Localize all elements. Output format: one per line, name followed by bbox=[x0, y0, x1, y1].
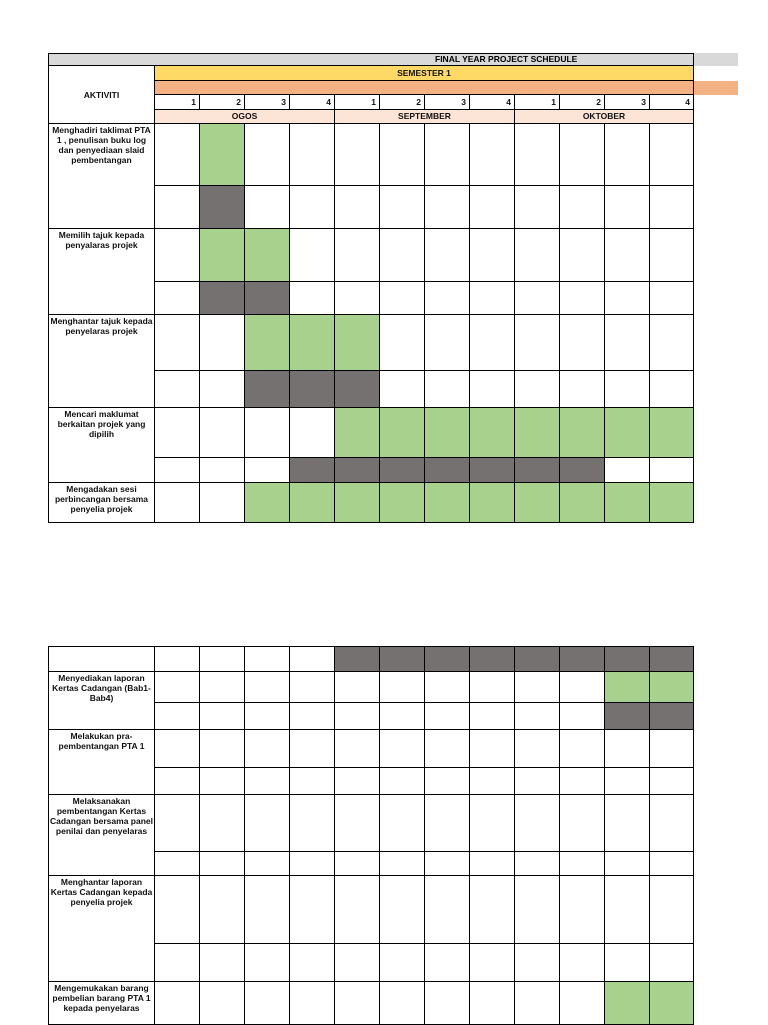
activity-row bbox=[48, 458, 694, 483]
empty-week-cell bbox=[470, 768, 515, 795]
activity-label-cell: Menyediakan laporan Kertas Cadangan (Bab1-Bab4) bbox=[48, 672, 155, 703]
empty-week-cell bbox=[515, 229, 560, 282]
actual-week-cell bbox=[470, 647, 515, 672]
month-row bbox=[155, 110, 694, 124]
empty-week-cell bbox=[425, 282, 470, 315]
schedule-title: FINAL YEAR PROJECT SCHEDULE bbox=[435, 54, 578, 64]
activity-row bbox=[48, 124, 694, 186]
empty-week-cell bbox=[155, 458, 200, 483]
activity-label-cell bbox=[48, 768, 155, 795]
actual-week-cell bbox=[515, 647, 560, 672]
empty-week-cell bbox=[200, 371, 245, 408]
empty-week-cell bbox=[155, 795, 200, 852]
empty-week-cell bbox=[470, 186, 515, 229]
planned-week-cell bbox=[245, 483, 290, 523]
empty-week-cell bbox=[155, 672, 200, 703]
empty-week-cell bbox=[155, 852, 200, 876]
activity-row bbox=[48, 768, 694, 795]
week-number: 3 bbox=[605, 95, 650, 110]
empty-week-cell bbox=[290, 408, 335, 458]
empty-week-cell bbox=[245, 672, 290, 703]
schedule-title-bar bbox=[48, 53, 694, 66]
empty-week-cell bbox=[650, 282, 694, 315]
planned-week-cell bbox=[245, 229, 290, 282]
empty-week-cell bbox=[335, 672, 380, 703]
empty-week-cell bbox=[155, 408, 200, 458]
planned-week-cell bbox=[650, 982, 694, 1025]
month-label: SEPTEMBER bbox=[335, 110, 515, 124]
empty-week-cell bbox=[335, 229, 380, 282]
activity-row bbox=[48, 730, 694, 768]
empty-week-cell bbox=[380, 876, 425, 944]
activity-label: AKTIVITI bbox=[83, 89, 120, 100]
empty-week-cell bbox=[380, 229, 425, 282]
empty-week-cell bbox=[290, 876, 335, 944]
activity-label-cell: Melaksanakan pembentangan Kertas Cadangan bersama panel penilai dan penyelaras bbox=[48, 795, 155, 852]
empty-week-cell bbox=[380, 672, 425, 703]
empty-week-cell bbox=[425, 768, 470, 795]
week-number: 1 bbox=[515, 95, 560, 110]
empty-week-cell bbox=[425, 795, 470, 852]
empty-week-cell bbox=[290, 229, 335, 282]
empty-week-cell bbox=[245, 408, 290, 458]
empty-week-cell bbox=[560, 944, 605, 982]
empty-week-cell bbox=[470, 282, 515, 315]
actual-week-cell bbox=[380, 458, 425, 483]
empty-week-cell bbox=[470, 672, 515, 703]
empty-week-cell bbox=[560, 124, 605, 186]
activity-label-cell bbox=[48, 458, 155, 483]
empty-week-cell bbox=[290, 124, 335, 186]
empty-week-cell bbox=[155, 647, 200, 672]
empty-week-cell bbox=[380, 315, 425, 371]
empty-week-cell bbox=[200, 944, 245, 982]
semester-header: SEMESTER 1 bbox=[155, 66, 694, 81]
empty-week-cell bbox=[650, 186, 694, 229]
activity-label-cell: Mengadakan sesi perbincangan bersama penyelia projek bbox=[48, 483, 155, 523]
empty-week-cell bbox=[335, 730, 380, 768]
planned-week-cell bbox=[470, 408, 515, 458]
activity-row bbox=[48, 371, 694, 408]
empty-week-cell bbox=[335, 852, 380, 876]
empty-week-cell bbox=[425, 371, 470, 408]
empty-week-cell bbox=[380, 282, 425, 315]
empty-week-cell bbox=[470, 795, 515, 852]
empty-week-cell bbox=[245, 458, 290, 483]
empty-week-cell bbox=[380, 371, 425, 408]
empty-week-cell bbox=[155, 282, 200, 315]
empty-week-cell bbox=[560, 186, 605, 229]
empty-week-cell bbox=[650, 458, 694, 483]
empty-week-cell bbox=[515, 282, 560, 315]
activity-row bbox=[48, 876, 694, 944]
actual-week-cell bbox=[425, 458, 470, 483]
empty-week-cell bbox=[425, 124, 470, 186]
empty-week-cell bbox=[290, 703, 335, 730]
empty-week-cell bbox=[515, 768, 560, 795]
empty-week-cell bbox=[515, 315, 560, 371]
planned-week-cell bbox=[380, 483, 425, 523]
planned-week-cell bbox=[470, 483, 515, 523]
planned-week-cell bbox=[200, 229, 245, 282]
empty-week-cell bbox=[470, 229, 515, 282]
empty-week-cell bbox=[425, 982, 470, 1025]
activity-row bbox=[48, 408, 694, 458]
empty-week-cell bbox=[650, 730, 694, 768]
empty-week-cell bbox=[200, 483, 245, 523]
empty-week-cell bbox=[245, 852, 290, 876]
schedule-table-1 bbox=[48, 124, 694, 523]
empty-week-cell bbox=[380, 944, 425, 982]
empty-week-cell bbox=[155, 315, 200, 371]
empty-week-cell bbox=[560, 282, 605, 315]
empty-week-cell bbox=[605, 730, 650, 768]
empty-week-cell bbox=[605, 795, 650, 852]
planned-week-cell bbox=[335, 483, 380, 523]
activity-row bbox=[48, 315, 694, 371]
empty-week-cell bbox=[515, 876, 560, 944]
activity-label-cell bbox=[48, 282, 155, 315]
empty-week-cell bbox=[650, 315, 694, 371]
week-number: 2 bbox=[200, 95, 245, 110]
actual-week-cell bbox=[290, 371, 335, 408]
empty-week-cell bbox=[515, 852, 560, 876]
orange-band bbox=[155, 81, 694, 95]
planned-week-cell bbox=[290, 315, 335, 371]
empty-week-cell bbox=[515, 982, 560, 1025]
empty-week-cell bbox=[335, 876, 380, 944]
actual-week-cell bbox=[200, 282, 245, 315]
empty-week-cell bbox=[380, 124, 425, 186]
empty-week-cell bbox=[335, 944, 380, 982]
actual-week-cell bbox=[200, 186, 245, 229]
empty-week-cell bbox=[155, 944, 200, 982]
empty-week-cell bbox=[380, 730, 425, 768]
activity-row bbox=[48, 795, 694, 852]
week-number: 4 bbox=[650, 95, 694, 110]
empty-week-cell bbox=[605, 768, 650, 795]
empty-week-cell bbox=[200, 458, 245, 483]
empty-week-cell bbox=[605, 852, 650, 876]
empty-week-cell bbox=[560, 852, 605, 876]
planned-week-cell bbox=[605, 408, 650, 458]
empty-week-cell bbox=[560, 315, 605, 371]
empty-week-cell bbox=[605, 282, 650, 315]
week-number: 1 bbox=[335, 95, 380, 110]
empty-week-cell bbox=[155, 371, 200, 408]
activity-label-cell: Melakukan pra-pembentangan PTA 1 bbox=[48, 730, 155, 768]
title-bar-extension bbox=[694, 53, 738, 66]
empty-week-cell bbox=[650, 876, 694, 944]
empty-week-cell bbox=[560, 876, 605, 944]
empty-week-cell bbox=[650, 229, 694, 282]
empty-week-cell bbox=[425, 730, 470, 768]
empty-week-cell bbox=[200, 982, 245, 1025]
empty-week-cell bbox=[290, 768, 335, 795]
empty-week-cell bbox=[155, 730, 200, 768]
planned-week-cell bbox=[245, 315, 290, 371]
actual-week-cell bbox=[650, 647, 694, 672]
empty-week-cell bbox=[515, 795, 560, 852]
planned-week-cell bbox=[335, 408, 380, 458]
empty-week-cell bbox=[605, 315, 650, 371]
empty-week-cell bbox=[515, 186, 560, 229]
empty-week-cell bbox=[245, 186, 290, 229]
actual-week-cell bbox=[515, 458, 560, 483]
empty-week-cell bbox=[560, 730, 605, 768]
empty-week-cell bbox=[605, 876, 650, 944]
actual-week-cell bbox=[245, 282, 290, 315]
planned-week-cell bbox=[605, 483, 650, 523]
empty-week-cell bbox=[290, 730, 335, 768]
actual-week-cell bbox=[605, 703, 650, 730]
week-number: 3 bbox=[245, 95, 290, 110]
activity-row bbox=[48, 703, 694, 730]
empty-week-cell bbox=[560, 672, 605, 703]
empty-week-cell bbox=[200, 703, 245, 730]
empty-week-cell bbox=[470, 371, 515, 408]
empty-week-cell bbox=[425, 672, 470, 703]
actual-week-cell bbox=[650, 703, 694, 730]
empty-week-cell bbox=[155, 186, 200, 229]
empty-week-cell bbox=[335, 795, 380, 852]
empty-week-cell bbox=[155, 703, 200, 730]
actual-week-cell bbox=[425, 647, 470, 672]
planned-week-cell bbox=[515, 483, 560, 523]
empty-week-cell bbox=[605, 458, 650, 483]
month-label: OGOS bbox=[155, 110, 335, 124]
empty-week-cell bbox=[515, 730, 560, 768]
planned-week-cell bbox=[650, 408, 694, 458]
planned-week-cell bbox=[335, 315, 380, 371]
planned-week-cell bbox=[560, 408, 605, 458]
activity-row bbox=[48, 852, 694, 876]
empty-week-cell bbox=[470, 982, 515, 1025]
empty-week-cell bbox=[290, 795, 335, 852]
planned-week-cell bbox=[425, 408, 470, 458]
empty-week-cell bbox=[200, 315, 245, 371]
empty-week-cell bbox=[515, 703, 560, 730]
empty-week-cell bbox=[290, 852, 335, 876]
activity-label-cell: Menghantar laporan Kertas Cadangan kepada penyelia projek bbox=[48, 876, 155, 944]
empty-week-cell bbox=[245, 982, 290, 1025]
empty-week-cell bbox=[560, 703, 605, 730]
empty-week-cell bbox=[650, 795, 694, 852]
actual-week-cell bbox=[560, 647, 605, 672]
activity-row bbox=[48, 483, 694, 523]
planned-week-cell bbox=[650, 672, 694, 703]
actual-week-cell bbox=[470, 458, 515, 483]
empty-week-cell bbox=[605, 944, 650, 982]
activity-label-cell bbox=[48, 852, 155, 876]
empty-week-cell bbox=[245, 768, 290, 795]
empty-week-cell bbox=[245, 876, 290, 944]
planned-week-cell bbox=[605, 672, 650, 703]
actual-week-cell bbox=[560, 458, 605, 483]
orange-bar-extension bbox=[694, 81, 738, 95]
actual-week-cell bbox=[245, 371, 290, 408]
empty-week-cell bbox=[425, 315, 470, 371]
activity-label-cell: Memilih tajuk kepada penyalaras projek bbox=[48, 229, 155, 282]
empty-week-cell bbox=[425, 876, 470, 944]
activity-row bbox=[48, 186, 694, 229]
empty-week-cell bbox=[470, 703, 515, 730]
empty-week-cell bbox=[155, 124, 200, 186]
empty-week-cell bbox=[650, 768, 694, 795]
activity-row bbox=[48, 647, 694, 672]
empty-week-cell bbox=[155, 229, 200, 282]
empty-week-cell bbox=[425, 703, 470, 730]
activity-row bbox=[48, 282, 694, 315]
week-number: 1 bbox=[155, 95, 200, 110]
empty-week-cell bbox=[335, 282, 380, 315]
empty-week-cell bbox=[380, 852, 425, 876]
activity-label-cell: Mengemukakan barang pembelian barang PTA 1 kepada penyelaras bbox=[48, 982, 155, 1025]
empty-week-cell bbox=[605, 186, 650, 229]
activity-label-cell: Menghadiri taklimat PTA 1 , penulisan buku log dan penyediaan slaid pembentangan bbox=[48, 124, 155, 186]
empty-week-cell bbox=[335, 124, 380, 186]
empty-week-cell bbox=[200, 672, 245, 703]
empty-week-cell bbox=[335, 186, 380, 229]
empty-week-cell bbox=[155, 982, 200, 1025]
empty-week-cell bbox=[650, 124, 694, 186]
actual-week-cell bbox=[335, 647, 380, 672]
empty-week-cell bbox=[290, 186, 335, 229]
empty-week-cell bbox=[605, 229, 650, 282]
empty-week-cell bbox=[650, 371, 694, 408]
empty-week-cell bbox=[515, 124, 560, 186]
empty-week-cell bbox=[200, 768, 245, 795]
empty-week-cell bbox=[200, 852, 245, 876]
empty-week-cell bbox=[290, 982, 335, 1025]
actual-week-cell bbox=[335, 458, 380, 483]
week-number: 4 bbox=[470, 95, 515, 110]
empty-week-cell bbox=[245, 124, 290, 186]
schedule-header bbox=[48, 66, 694, 124]
planned-week-cell bbox=[200, 124, 245, 186]
empty-week-cell bbox=[200, 876, 245, 944]
empty-week-cell bbox=[605, 124, 650, 186]
empty-week-cell bbox=[560, 229, 605, 282]
empty-week-cell bbox=[200, 795, 245, 852]
empty-week-cell bbox=[560, 371, 605, 408]
empty-week-cell bbox=[200, 647, 245, 672]
empty-week-cell bbox=[470, 852, 515, 876]
week-number: 2 bbox=[380, 95, 425, 110]
empty-week-cell bbox=[290, 944, 335, 982]
empty-week-cell bbox=[155, 483, 200, 523]
empty-week-cell bbox=[245, 944, 290, 982]
empty-week-cell bbox=[470, 315, 515, 371]
empty-week-cell bbox=[290, 282, 335, 315]
empty-week-cell bbox=[560, 795, 605, 852]
activity-row bbox=[48, 982, 694, 1025]
empty-week-cell bbox=[290, 672, 335, 703]
planned-week-cell bbox=[380, 408, 425, 458]
activity-column-header bbox=[48, 66, 155, 124]
empty-week-cell bbox=[155, 768, 200, 795]
activity-label-cell bbox=[48, 186, 155, 229]
activity-row bbox=[48, 944, 694, 982]
empty-week-cell bbox=[290, 647, 335, 672]
planned-week-cell bbox=[425, 483, 470, 523]
planned-week-cell bbox=[515, 408, 560, 458]
planned-week-cell bbox=[650, 483, 694, 523]
empty-week-cell bbox=[425, 852, 470, 876]
week-number: 4 bbox=[290, 95, 335, 110]
empty-week-cell bbox=[470, 730, 515, 768]
actual-week-cell bbox=[605, 647, 650, 672]
empty-week-cell bbox=[380, 795, 425, 852]
empty-week-cell bbox=[515, 672, 560, 703]
activity-label-cell: Menghantar tajuk kepada penyelaras projek bbox=[48, 315, 155, 371]
empty-week-cell bbox=[470, 944, 515, 982]
activity-label-cell bbox=[48, 371, 155, 408]
empty-week-cell bbox=[515, 944, 560, 982]
empty-week-cell bbox=[515, 371, 560, 408]
empty-week-cell bbox=[470, 876, 515, 944]
actual-week-cell bbox=[290, 458, 335, 483]
week-numbers-row bbox=[155, 95, 694, 110]
empty-week-cell bbox=[380, 186, 425, 229]
activity-label-cell bbox=[48, 703, 155, 730]
planned-week-cell bbox=[605, 982, 650, 1025]
empty-week-cell bbox=[425, 229, 470, 282]
activity-label-cell: Mencari maklumat berkaitan projek yang dipilih bbox=[48, 408, 155, 458]
planned-week-cell bbox=[560, 483, 605, 523]
activity-label-cell bbox=[48, 647, 155, 672]
empty-week-cell bbox=[470, 124, 515, 186]
actual-week-cell bbox=[335, 371, 380, 408]
empty-week-cell bbox=[335, 982, 380, 1025]
week-number: 3 bbox=[425, 95, 470, 110]
empty-week-cell bbox=[245, 647, 290, 672]
activity-label-cell bbox=[48, 944, 155, 982]
empty-week-cell bbox=[155, 876, 200, 944]
empty-week-cell bbox=[380, 703, 425, 730]
actual-week-cell bbox=[380, 647, 425, 672]
empty-week-cell bbox=[380, 768, 425, 795]
empty-week-cell bbox=[335, 703, 380, 730]
empty-week-cell bbox=[425, 186, 470, 229]
empty-week-cell bbox=[245, 703, 290, 730]
empty-week-cell bbox=[200, 730, 245, 768]
week-number: 2 bbox=[560, 95, 605, 110]
empty-week-cell bbox=[560, 768, 605, 795]
empty-week-cell bbox=[245, 730, 290, 768]
empty-week-cell bbox=[245, 795, 290, 852]
empty-week-cell bbox=[380, 982, 425, 1025]
empty-week-cell bbox=[650, 944, 694, 982]
empty-week-cell bbox=[560, 982, 605, 1025]
empty-week-cell bbox=[605, 371, 650, 408]
activity-row bbox=[48, 672, 694, 703]
empty-week-cell bbox=[650, 852, 694, 876]
planned-week-cell bbox=[290, 483, 335, 523]
month-label: OKTOBER bbox=[515, 110, 694, 124]
empty-week-cell bbox=[335, 768, 380, 795]
schedule-table-2 bbox=[48, 646, 694, 1025]
empty-week-cell bbox=[200, 408, 245, 458]
empty-week-cell bbox=[425, 944, 470, 982]
activity-row bbox=[48, 229, 694, 282]
